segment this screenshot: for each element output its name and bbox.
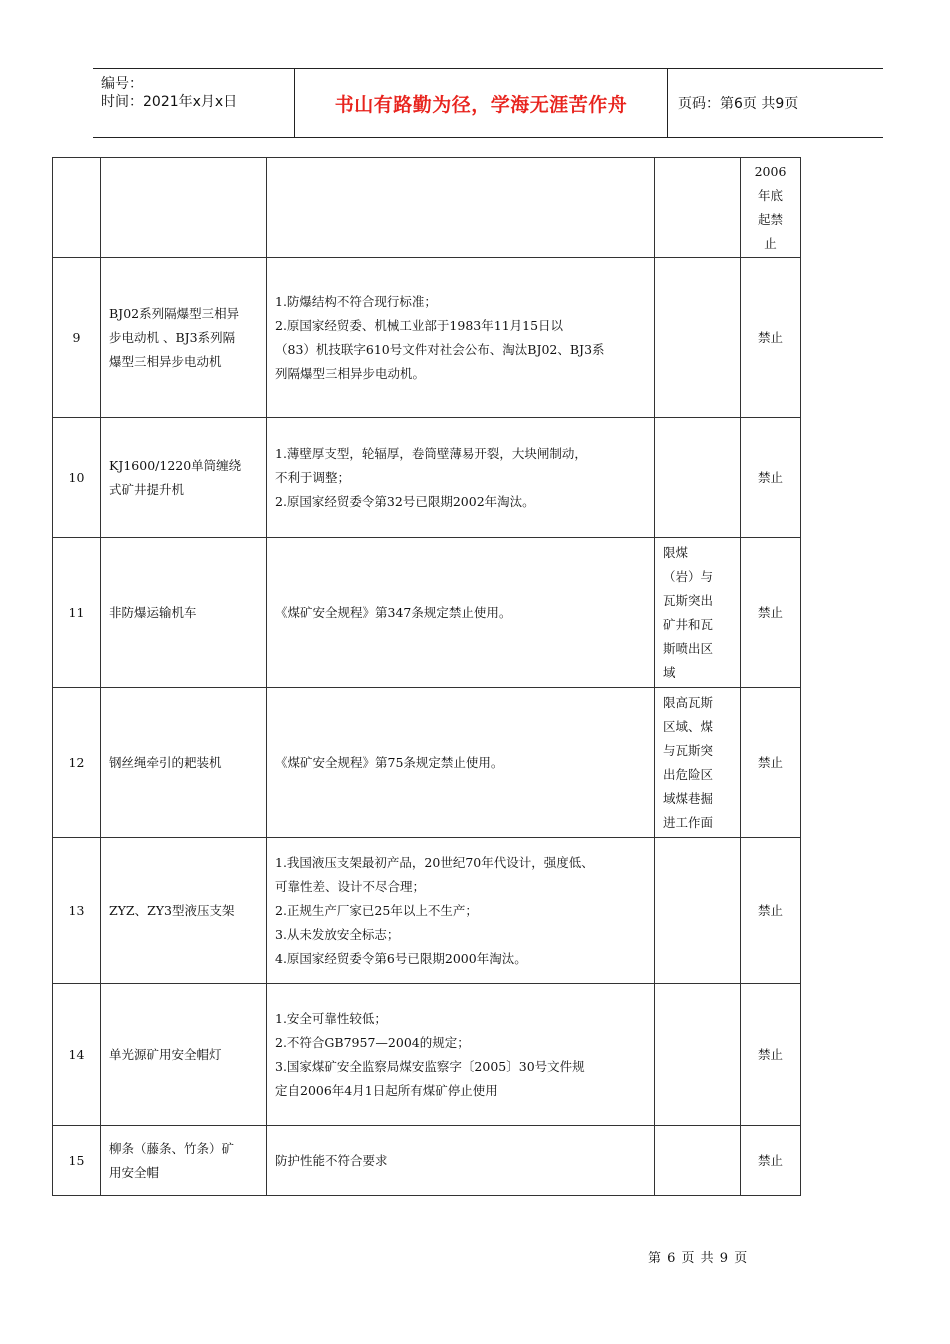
ban-reason xyxy=(267,538,655,688)
equipment-name xyxy=(101,538,267,688)
header-page-code: 页码：第6页 共9页 xyxy=(678,96,799,112)
restricted-scope-line: 域煤巷掘 xyxy=(663,790,714,806)
ban-status-line: 禁止 xyxy=(757,1152,783,1168)
table-row xyxy=(53,258,801,418)
ban-status xyxy=(741,258,801,418)
restricted-scope-line: 瓦斯突出 xyxy=(663,592,714,608)
restricted-scope-line: 出危险区 xyxy=(663,766,714,782)
ban-reason-line: 列隔爆型三相异步电动机。 xyxy=(275,365,426,381)
ban-reason-line: 《煤矿安全规程》第75条规定禁止使用。 xyxy=(275,754,504,770)
equipment-name-line: 柳条（藤条、竹条）矿 xyxy=(109,1140,235,1156)
row-number-line: 15 xyxy=(68,1152,85,1168)
table-row xyxy=(53,418,801,538)
ban-reason xyxy=(267,688,655,838)
row-number xyxy=(53,158,101,258)
ban-reason-line: 防护性能不符合要求 xyxy=(275,1152,388,1168)
ban-reason-line: 2.原国家经贸委令第32号已限期2002年淘汰。 xyxy=(275,493,535,509)
restricted-scope-line: 进工作面 xyxy=(663,814,714,830)
ban-status xyxy=(741,838,801,984)
row-number xyxy=(53,984,101,1126)
header-motto: 书山有路勤为径，学海无涯苦作舟 xyxy=(334,93,628,116)
ban-reason-line: 不利于调整； xyxy=(275,469,351,485)
ban-reason-line: 1.我国液压支架最初产品，20世纪70年代设计，强度低、 xyxy=(275,854,594,870)
table-row xyxy=(53,1126,801,1196)
restricted-scope xyxy=(655,158,741,258)
restricted-scope-line: 限煤 xyxy=(663,544,689,560)
row-number-line: 12 xyxy=(68,754,85,770)
equipment-name-line: ZYZ、ZY3型液压支架 xyxy=(109,902,235,918)
row-number xyxy=(53,688,101,838)
ban-reason-line: 1.薄壁厚支型，轮辐厚，卷筒壁薄易开裂，大块闸制动， xyxy=(275,445,587,461)
equipment-name-line: KJ1600/1220单筒缠绕 xyxy=(109,457,242,473)
ban-reason xyxy=(267,984,655,1126)
equipment-name xyxy=(101,1126,267,1196)
restricted-scope-line: 与瓦斯突 xyxy=(663,742,714,758)
ban-status-line: 禁止 xyxy=(757,754,783,770)
restricted-scope xyxy=(655,258,741,418)
ban-status-line: 禁止 xyxy=(757,1046,783,1062)
ban-reason-line: 《煤矿安全规程》第347条规定禁止使用。 xyxy=(275,604,512,620)
restricted-scope-line: 域 xyxy=(663,664,676,680)
restricted-scope xyxy=(655,418,741,538)
equipment-name xyxy=(101,838,267,984)
ban-reason-line: 4.原国家经贸委令第6号已限期2000年淘汰。 xyxy=(275,950,527,966)
ban-status xyxy=(741,984,801,1126)
ban-reason-line: 2.正规生产厂家已25年以上不生产； xyxy=(275,902,478,918)
table-row xyxy=(53,838,801,984)
ban-status xyxy=(741,538,801,688)
equipment-name-line: 钢丝绳牵引的耙装机 xyxy=(109,754,222,770)
page-header xyxy=(93,68,883,138)
ban-status xyxy=(741,418,801,538)
restricted-scope xyxy=(655,688,741,838)
row-number xyxy=(53,258,101,418)
document-time-label: 时间：2021年x月x日 xyxy=(101,94,238,110)
ban-status-line: 禁止 xyxy=(757,604,783,620)
table-row xyxy=(53,158,801,258)
restricted-scope xyxy=(655,838,741,984)
page-footer: 第 6 页 共 9 页 xyxy=(648,1251,749,1266)
row-number xyxy=(53,1126,101,1196)
restricted-scope-line: （岩）与 xyxy=(663,568,714,584)
ban-status xyxy=(741,688,801,838)
restricted-scope-line: 区域、煤 xyxy=(663,718,714,734)
restricted-scope xyxy=(655,984,741,1126)
ban-reason-line: 3.国家煤矿安全监察局煤安监察字〔2005〕30号文件规 xyxy=(275,1058,585,1074)
restricted-scope xyxy=(655,538,741,688)
ban-status-line: 起禁 xyxy=(757,211,783,227)
restricted-scope-line: 斯喷出区 xyxy=(663,640,714,656)
ban-reason xyxy=(267,1126,655,1196)
ban-reason xyxy=(267,418,655,538)
ban-reason xyxy=(267,158,655,258)
ban-status-line: 年底 xyxy=(757,187,783,203)
ban-reason-line: 可靠性差、设计不尽合理； xyxy=(275,878,426,894)
row-number-line: 10 xyxy=(68,469,85,485)
ban-reason xyxy=(267,838,655,984)
equipment-name-line: BJ02系列隔爆型三相异 xyxy=(109,305,240,321)
equipment-name-line: 单光源矿用安全帽灯 xyxy=(109,1046,222,1062)
ban-status-line: 禁止 xyxy=(757,469,783,485)
ban-reason-line: （83）机技联字610号文件对社会公布、淘汰BJ02、BJ3系 xyxy=(275,341,605,357)
equipment-name xyxy=(101,984,267,1126)
header-page-cell xyxy=(668,69,883,137)
equipment-name xyxy=(101,418,267,538)
equipment-name-line: 步电动机 、BJ3系列隔 xyxy=(109,329,236,345)
row-number-line: 9 xyxy=(72,329,81,345)
row-number xyxy=(53,838,101,984)
equipment-name-line: 式矿井提升机 xyxy=(109,481,185,497)
equipment-name xyxy=(101,688,267,838)
ban-status xyxy=(741,1126,801,1196)
equipment-name-line: 用安全帽 xyxy=(109,1164,160,1180)
ban-reason-line: 2.原国家经贸委、机械工业部于1983年11月15日以 xyxy=(275,317,564,333)
row-number-line: 14 xyxy=(68,1046,85,1062)
ban-status-line: 禁止 xyxy=(757,329,783,345)
table-row xyxy=(53,538,801,688)
ban-reason-line: 1.防爆结构不符合现行标准； xyxy=(275,293,437,309)
ban-reason-line: 1.安全可靠性较低； xyxy=(275,1010,387,1026)
equipment-name xyxy=(101,258,267,418)
ban-status xyxy=(741,158,801,258)
ban-reason-line: 3.从未发放安全标志； xyxy=(275,926,400,942)
ban-status-line: 2006 xyxy=(754,163,787,179)
equipment-name-line: 爆型三相异步电动机 xyxy=(109,353,222,369)
row-number-line: 11 xyxy=(68,604,85,620)
header-motto-cell xyxy=(295,69,668,137)
row-number xyxy=(53,538,101,688)
ban-status-line: 禁止 xyxy=(757,902,783,918)
equipment-ban-table xyxy=(52,157,801,1196)
table-row xyxy=(53,688,801,838)
ban-reason xyxy=(267,258,655,418)
ban-status-line: 止 xyxy=(764,235,777,251)
document-code-label: 编号： xyxy=(101,76,143,92)
ban-reason-line: 2.不符合GB7957—2004的规定； xyxy=(275,1034,470,1050)
restricted-scope-line: 矿井和瓦 xyxy=(663,616,714,632)
row-number-line: 13 xyxy=(68,902,85,918)
header-meta-cell xyxy=(93,69,295,137)
restricted-scope-line: 限高瓦斯 xyxy=(663,694,714,710)
table-row xyxy=(53,984,801,1126)
restricted-scope xyxy=(655,1126,741,1196)
ban-reason-line: 定自2006年4月1日起所有煤矿停止使用 xyxy=(275,1082,498,1098)
equipment-name-line: 非防爆运输机车 xyxy=(109,604,197,620)
row-number xyxy=(53,418,101,538)
equipment-name xyxy=(101,158,267,258)
